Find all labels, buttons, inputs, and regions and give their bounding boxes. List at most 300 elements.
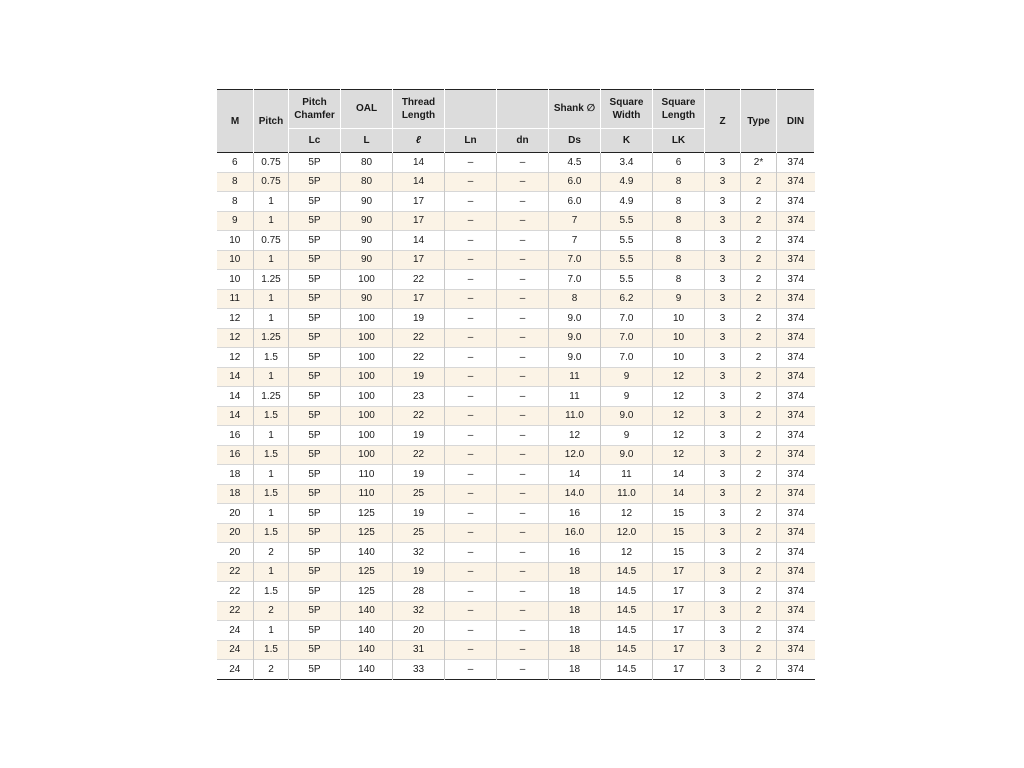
cell-pitch: 1.25 bbox=[254, 328, 289, 348]
subheader-ln: Ln bbox=[445, 128, 497, 152]
cell-m: 16 bbox=[217, 445, 254, 465]
cell-din: 374 bbox=[777, 250, 815, 270]
cell-dn: – bbox=[497, 231, 549, 251]
header-z: Z bbox=[705, 90, 741, 153]
cell-pitch: 1.25 bbox=[254, 387, 289, 407]
cell-din: 374 bbox=[777, 523, 815, 543]
cell-m: 11 bbox=[217, 289, 254, 309]
cell-z: 3 bbox=[705, 328, 741, 348]
cell-m: 6 bbox=[217, 153, 254, 173]
cell-din: 374 bbox=[777, 562, 815, 582]
header-square-width: Square Width bbox=[601, 90, 653, 129]
subheader-ds: Ds bbox=[549, 128, 601, 152]
subheader-lk: LK bbox=[653, 128, 705, 152]
cell-dn: – bbox=[497, 426, 549, 446]
cell-type: 2 bbox=[741, 367, 777, 387]
cell-dn: – bbox=[497, 367, 549, 387]
cell-din: 374 bbox=[777, 621, 815, 641]
cell-thread-length: 14 bbox=[393, 231, 445, 251]
tap-spec-table-container bbox=[216, 89, 814, 680]
cell-type: 2 bbox=[741, 582, 777, 602]
header-din: DIN bbox=[777, 90, 815, 153]
header-m: M bbox=[217, 90, 254, 153]
cell-ds: 12 bbox=[549, 426, 601, 446]
cell-ln: – bbox=[445, 562, 497, 582]
cell-thread-length: 22 bbox=[393, 270, 445, 290]
table-body bbox=[217, 153, 815, 680]
cell-dn: – bbox=[497, 465, 549, 485]
cell-pitch: 1.5 bbox=[254, 523, 289, 543]
cell-m: 20 bbox=[217, 543, 254, 563]
cell-oal: 80 bbox=[341, 153, 393, 173]
cell-m: 12 bbox=[217, 309, 254, 329]
cell-oal: 90 bbox=[341, 211, 393, 231]
cell-lk: 10 bbox=[653, 328, 705, 348]
cell-k: 5.5 bbox=[601, 270, 653, 290]
cell-dn: – bbox=[497, 309, 549, 329]
cell-m: 24 bbox=[217, 660, 254, 680]
table-row bbox=[217, 660, 815, 680]
cell-ln: – bbox=[445, 601, 497, 621]
cell-lc: 5P bbox=[289, 582, 341, 602]
cell-lc: 5P bbox=[289, 289, 341, 309]
cell-din: 374 bbox=[777, 582, 815, 602]
cell-dn: – bbox=[497, 250, 549, 270]
cell-ln: – bbox=[445, 621, 497, 641]
cell-z: 3 bbox=[705, 211, 741, 231]
cell-ds: 12.0 bbox=[549, 445, 601, 465]
cell-dn: – bbox=[497, 172, 549, 192]
cell-dn: – bbox=[497, 348, 549, 368]
cell-z: 3 bbox=[705, 231, 741, 251]
cell-dn: – bbox=[497, 153, 549, 173]
cell-z: 3 bbox=[705, 523, 741, 543]
cell-thread-length: 17 bbox=[393, 192, 445, 212]
cell-type: 2 bbox=[741, 445, 777, 465]
cell-din: 374 bbox=[777, 328, 815, 348]
cell-thread-length: 20 bbox=[393, 621, 445, 641]
table-row bbox=[217, 601, 815, 621]
cell-dn: – bbox=[497, 601, 549, 621]
table-row bbox=[217, 426, 815, 446]
cell-dn: – bbox=[497, 270, 549, 290]
header-thread-length: Thread Length bbox=[393, 90, 445, 129]
cell-pitch: 2 bbox=[254, 601, 289, 621]
cell-dn: – bbox=[497, 660, 549, 680]
cell-lk: 17 bbox=[653, 660, 705, 680]
cell-lk: 17 bbox=[653, 640, 705, 660]
table-row bbox=[217, 367, 815, 387]
cell-din: 374 bbox=[777, 192, 815, 212]
cell-k: 4.9 bbox=[601, 192, 653, 212]
cell-pitch: 1 bbox=[254, 465, 289, 485]
cell-ln: – bbox=[445, 660, 497, 680]
cell-type: 2 bbox=[741, 562, 777, 582]
cell-lk: 14 bbox=[653, 484, 705, 504]
cell-type: 2 bbox=[741, 270, 777, 290]
cell-lk: 10 bbox=[653, 348, 705, 368]
cell-dn: – bbox=[497, 504, 549, 524]
table-row bbox=[217, 172, 815, 192]
cell-k: 9 bbox=[601, 387, 653, 407]
cell-ln: – bbox=[445, 328, 497, 348]
cell-k: 12.0 bbox=[601, 523, 653, 543]
cell-dn: – bbox=[497, 211, 549, 231]
cell-din: 374 bbox=[777, 426, 815, 446]
cell-k: 5.5 bbox=[601, 211, 653, 231]
cell-lc: 5P bbox=[289, 484, 341, 504]
table-row bbox=[217, 562, 815, 582]
cell-thread-length: 28 bbox=[393, 582, 445, 602]
table-row bbox=[217, 484, 815, 504]
cell-z: 3 bbox=[705, 562, 741, 582]
cell-lc: 5P bbox=[289, 406, 341, 426]
header-pitch-chamfer: Pitch Chamfer bbox=[289, 90, 341, 129]
cell-k: 14.5 bbox=[601, 621, 653, 641]
cell-ln: – bbox=[445, 211, 497, 231]
cell-lc: 5P bbox=[289, 153, 341, 173]
cell-m: 16 bbox=[217, 426, 254, 446]
cell-ds: 7 bbox=[549, 231, 601, 251]
cell-lk: 17 bbox=[653, 562, 705, 582]
table-row bbox=[217, 465, 815, 485]
cell-thread-length: 14 bbox=[393, 172, 445, 192]
cell-type: 2 bbox=[741, 601, 777, 621]
cell-m: 22 bbox=[217, 582, 254, 602]
cell-type: 2 bbox=[741, 465, 777, 485]
cell-k: 9 bbox=[601, 367, 653, 387]
cell-ds: 18 bbox=[549, 582, 601, 602]
cell-lc: 5P bbox=[289, 562, 341, 582]
cell-type: 2 bbox=[741, 231, 777, 251]
cell-m: 24 bbox=[217, 640, 254, 660]
cell-k: 11 bbox=[601, 465, 653, 485]
cell-lk: 12 bbox=[653, 367, 705, 387]
cell-z: 3 bbox=[705, 582, 741, 602]
cell-k: 3.4 bbox=[601, 153, 653, 173]
cell-oal: 100 bbox=[341, 348, 393, 368]
cell-thread-length: 31 bbox=[393, 640, 445, 660]
cell-din: 374 bbox=[777, 601, 815, 621]
table-row bbox=[217, 621, 815, 641]
cell-lc: 5P bbox=[289, 367, 341, 387]
cell-lk: 8 bbox=[653, 192, 705, 212]
cell-z: 3 bbox=[705, 426, 741, 446]
table-row bbox=[217, 328, 815, 348]
cell-oal: 140 bbox=[341, 543, 393, 563]
cell-oal: 140 bbox=[341, 621, 393, 641]
cell-ds: 11 bbox=[549, 367, 601, 387]
cell-lk: 8 bbox=[653, 211, 705, 231]
subheader-lc: Lc bbox=[289, 128, 341, 152]
cell-lc: 5P bbox=[289, 231, 341, 251]
cell-lk: 15 bbox=[653, 504, 705, 524]
cell-pitch: 1 bbox=[254, 504, 289, 524]
cell-thread-length: 25 bbox=[393, 484, 445, 504]
cell-k: 9.0 bbox=[601, 445, 653, 465]
cell-dn: – bbox=[497, 406, 549, 426]
cell-thread-length: 17 bbox=[393, 289, 445, 309]
cell-z: 3 bbox=[705, 348, 741, 368]
cell-type: 2 bbox=[741, 309, 777, 329]
cell-lc: 5P bbox=[289, 660, 341, 680]
cell-ds: 4.5 bbox=[549, 153, 601, 173]
table-row bbox=[217, 582, 815, 602]
cell-ds: 18 bbox=[549, 660, 601, 680]
cell-oal: 125 bbox=[341, 582, 393, 602]
cell-ds: 7.0 bbox=[549, 270, 601, 290]
cell-din: 374 bbox=[777, 465, 815, 485]
cell-lc: 5P bbox=[289, 309, 341, 329]
cell-z: 3 bbox=[705, 172, 741, 192]
cell-ln: – bbox=[445, 582, 497, 602]
cell-lk: 8 bbox=[653, 250, 705, 270]
cell-thread-length: 19 bbox=[393, 309, 445, 329]
cell-lc: 5P bbox=[289, 426, 341, 446]
cell-k: 5.5 bbox=[601, 250, 653, 270]
cell-z: 3 bbox=[705, 367, 741, 387]
cell-lk: 12 bbox=[653, 445, 705, 465]
cell-z: 3 bbox=[705, 543, 741, 563]
cell-m: 18 bbox=[217, 465, 254, 485]
cell-ln: – bbox=[445, 543, 497, 563]
header-square-length: Square Length bbox=[653, 90, 705, 129]
cell-thread-length: 22 bbox=[393, 328, 445, 348]
cell-lk: 15 bbox=[653, 543, 705, 563]
cell-type: 2 bbox=[741, 484, 777, 504]
cell-pitch: 1 bbox=[254, 367, 289, 387]
cell-pitch: 1 bbox=[254, 192, 289, 212]
header-ln-blank bbox=[445, 90, 497, 129]
table-row bbox=[217, 406, 815, 426]
cell-z: 3 bbox=[705, 621, 741, 641]
table-row bbox=[217, 523, 815, 543]
subheader-k: K bbox=[601, 128, 653, 152]
table-row bbox=[217, 192, 815, 212]
cell-type: 2 bbox=[741, 406, 777, 426]
cell-z: 3 bbox=[705, 309, 741, 329]
cell-dn: – bbox=[497, 562, 549, 582]
cell-z: 3 bbox=[705, 504, 741, 524]
cell-thread-length: 17 bbox=[393, 250, 445, 270]
cell-ln: – bbox=[445, 289, 497, 309]
cell-ds: 14 bbox=[549, 465, 601, 485]
cell-m: 8 bbox=[217, 172, 254, 192]
cell-lk: 8 bbox=[653, 172, 705, 192]
cell-type: 2 bbox=[741, 172, 777, 192]
cell-k: 12 bbox=[601, 504, 653, 524]
cell-ds: 11.0 bbox=[549, 406, 601, 426]
cell-pitch: 0.75 bbox=[254, 153, 289, 173]
cell-pitch: 1.5 bbox=[254, 348, 289, 368]
subheader-l: L bbox=[341, 128, 393, 152]
cell-m: 9 bbox=[217, 211, 254, 231]
cell-oal: 140 bbox=[341, 601, 393, 621]
cell-k: 14.5 bbox=[601, 660, 653, 680]
cell-z: 3 bbox=[705, 270, 741, 290]
cell-k: 14.5 bbox=[601, 582, 653, 602]
cell-lc: 5P bbox=[289, 348, 341, 368]
cell-oal: 110 bbox=[341, 465, 393, 485]
cell-ds: 18 bbox=[549, 640, 601, 660]
cell-oal: 100 bbox=[341, 387, 393, 407]
header-pitch: Pitch bbox=[254, 90, 289, 153]
cell-z: 3 bbox=[705, 387, 741, 407]
header-type: Type bbox=[741, 90, 777, 153]
cell-oal: 90 bbox=[341, 250, 393, 270]
cell-pitch: 1.5 bbox=[254, 640, 289, 660]
cell-oal: 110 bbox=[341, 484, 393, 504]
subheader-dn: dn bbox=[497, 128, 549, 152]
cell-type: 2 bbox=[741, 387, 777, 407]
cell-type: 2 bbox=[741, 192, 777, 212]
cell-din: 374 bbox=[777, 172, 815, 192]
cell-din: 374 bbox=[777, 445, 815, 465]
cell-lc: 5P bbox=[289, 640, 341, 660]
cell-ln: – bbox=[445, 640, 497, 660]
cell-type: 2 bbox=[741, 289, 777, 309]
cell-oal: 125 bbox=[341, 504, 393, 524]
cell-dn: – bbox=[497, 484, 549, 504]
cell-lc: 5P bbox=[289, 250, 341, 270]
cell-oal: 100 bbox=[341, 328, 393, 348]
cell-lk: 12 bbox=[653, 426, 705, 446]
cell-ln: – bbox=[445, 504, 497, 524]
cell-type: 2 bbox=[741, 504, 777, 524]
cell-ds: 18 bbox=[549, 562, 601, 582]
cell-m: 20 bbox=[217, 523, 254, 543]
cell-ln: – bbox=[445, 192, 497, 212]
cell-thread-length: 22 bbox=[393, 348, 445, 368]
cell-type: 2 bbox=[741, 621, 777, 641]
cell-m: 10 bbox=[217, 231, 254, 251]
cell-m: 8 bbox=[217, 192, 254, 212]
cell-type: 2 bbox=[741, 426, 777, 446]
cell-din: 374 bbox=[777, 504, 815, 524]
cell-type: 2 bbox=[741, 328, 777, 348]
cell-dn: – bbox=[497, 582, 549, 602]
cell-z: 3 bbox=[705, 153, 741, 173]
table-row bbox=[217, 270, 815, 290]
cell-ln: – bbox=[445, 484, 497, 504]
cell-ds: 18 bbox=[549, 621, 601, 641]
cell-thread-length: 33 bbox=[393, 660, 445, 680]
cell-ln: – bbox=[445, 426, 497, 446]
cell-lk: 8 bbox=[653, 270, 705, 290]
cell-dn: – bbox=[497, 328, 549, 348]
cell-lk: 15 bbox=[653, 523, 705, 543]
cell-thread-length: 19 bbox=[393, 562, 445, 582]
table-row bbox=[217, 231, 815, 251]
cell-m: 14 bbox=[217, 367, 254, 387]
cell-m: 10 bbox=[217, 250, 254, 270]
cell-ln: – bbox=[445, 523, 497, 543]
table-row bbox=[217, 543, 815, 563]
cell-lk: 8 bbox=[653, 231, 705, 251]
cell-din: 374 bbox=[777, 406, 815, 426]
table-row bbox=[217, 504, 815, 524]
cell-lc: 5P bbox=[289, 172, 341, 192]
cell-z: 3 bbox=[705, 406, 741, 426]
cell-ds: 9.0 bbox=[549, 348, 601, 368]
cell-z: 3 bbox=[705, 289, 741, 309]
cell-lc: 5P bbox=[289, 328, 341, 348]
cell-lc: 5P bbox=[289, 504, 341, 524]
cell-ln: – bbox=[445, 309, 497, 329]
cell-dn: – bbox=[497, 621, 549, 641]
cell-ds: 16.0 bbox=[549, 523, 601, 543]
cell-ds: 7 bbox=[549, 211, 601, 231]
cell-thread-length: 22 bbox=[393, 406, 445, 426]
table-row bbox=[217, 387, 815, 407]
cell-k: 6.2 bbox=[601, 289, 653, 309]
cell-din: 374 bbox=[777, 640, 815, 660]
cell-ds: 8 bbox=[549, 289, 601, 309]
cell-lk: 9 bbox=[653, 289, 705, 309]
header-oal: OAL bbox=[341, 90, 393, 129]
cell-type: 2 bbox=[741, 543, 777, 563]
cell-m: 20 bbox=[217, 504, 254, 524]
cell-din: 374 bbox=[777, 348, 815, 368]
cell-type: 2 bbox=[741, 250, 777, 270]
cell-pitch: 1 bbox=[254, 211, 289, 231]
cell-thread-length: 32 bbox=[393, 601, 445, 621]
cell-pitch: 1 bbox=[254, 562, 289, 582]
cell-oal: 100 bbox=[341, 270, 393, 290]
cell-lk: 17 bbox=[653, 582, 705, 602]
cell-ds: 7.0 bbox=[549, 250, 601, 270]
cell-ln: – bbox=[445, 270, 497, 290]
subheader-ell: ℓ bbox=[393, 128, 445, 152]
cell-k: 14.5 bbox=[601, 601, 653, 621]
cell-z: 3 bbox=[705, 640, 741, 660]
cell-oal: 80 bbox=[341, 172, 393, 192]
cell-ln: – bbox=[445, 445, 497, 465]
cell-lc: 5P bbox=[289, 211, 341, 231]
cell-pitch: 1 bbox=[254, 621, 289, 641]
table-row bbox=[217, 289, 815, 309]
cell-m: 10 bbox=[217, 270, 254, 290]
cell-z: 3 bbox=[705, 250, 741, 270]
cell-thread-length: 14 bbox=[393, 153, 445, 173]
cell-ln: – bbox=[445, 406, 497, 426]
table-row bbox=[217, 640, 815, 660]
cell-k: 14.5 bbox=[601, 562, 653, 582]
cell-ds: 14.0 bbox=[549, 484, 601, 504]
table-header bbox=[217, 90, 815, 153]
cell-lc: 5P bbox=[289, 601, 341, 621]
cell-oal: 90 bbox=[341, 231, 393, 251]
cell-z: 3 bbox=[705, 445, 741, 465]
cell-ds: 6.0 bbox=[549, 192, 601, 212]
cell-type: 2 bbox=[741, 523, 777, 543]
cell-k: 4.9 bbox=[601, 172, 653, 192]
cell-m: 14 bbox=[217, 387, 254, 407]
cell-ln: – bbox=[445, 387, 497, 407]
cell-pitch: 0.75 bbox=[254, 172, 289, 192]
cell-thread-length: 17 bbox=[393, 211, 445, 231]
cell-oal: 140 bbox=[341, 640, 393, 660]
cell-dn: – bbox=[497, 543, 549, 563]
cell-z: 3 bbox=[705, 192, 741, 212]
cell-ln: – bbox=[445, 231, 497, 251]
cell-lk: 12 bbox=[653, 387, 705, 407]
cell-k: 7.0 bbox=[601, 348, 653, 368]
cell-ds: 16 bbox=[549, 543, 601, 563]
cell-ds: 9.0 bbox=[549, 328, 601, 348]
cell-din: 374 bbox=[777, 484, 815, 504]
cell-k: 11.0 bbox=[601, 484, 653, 504]
